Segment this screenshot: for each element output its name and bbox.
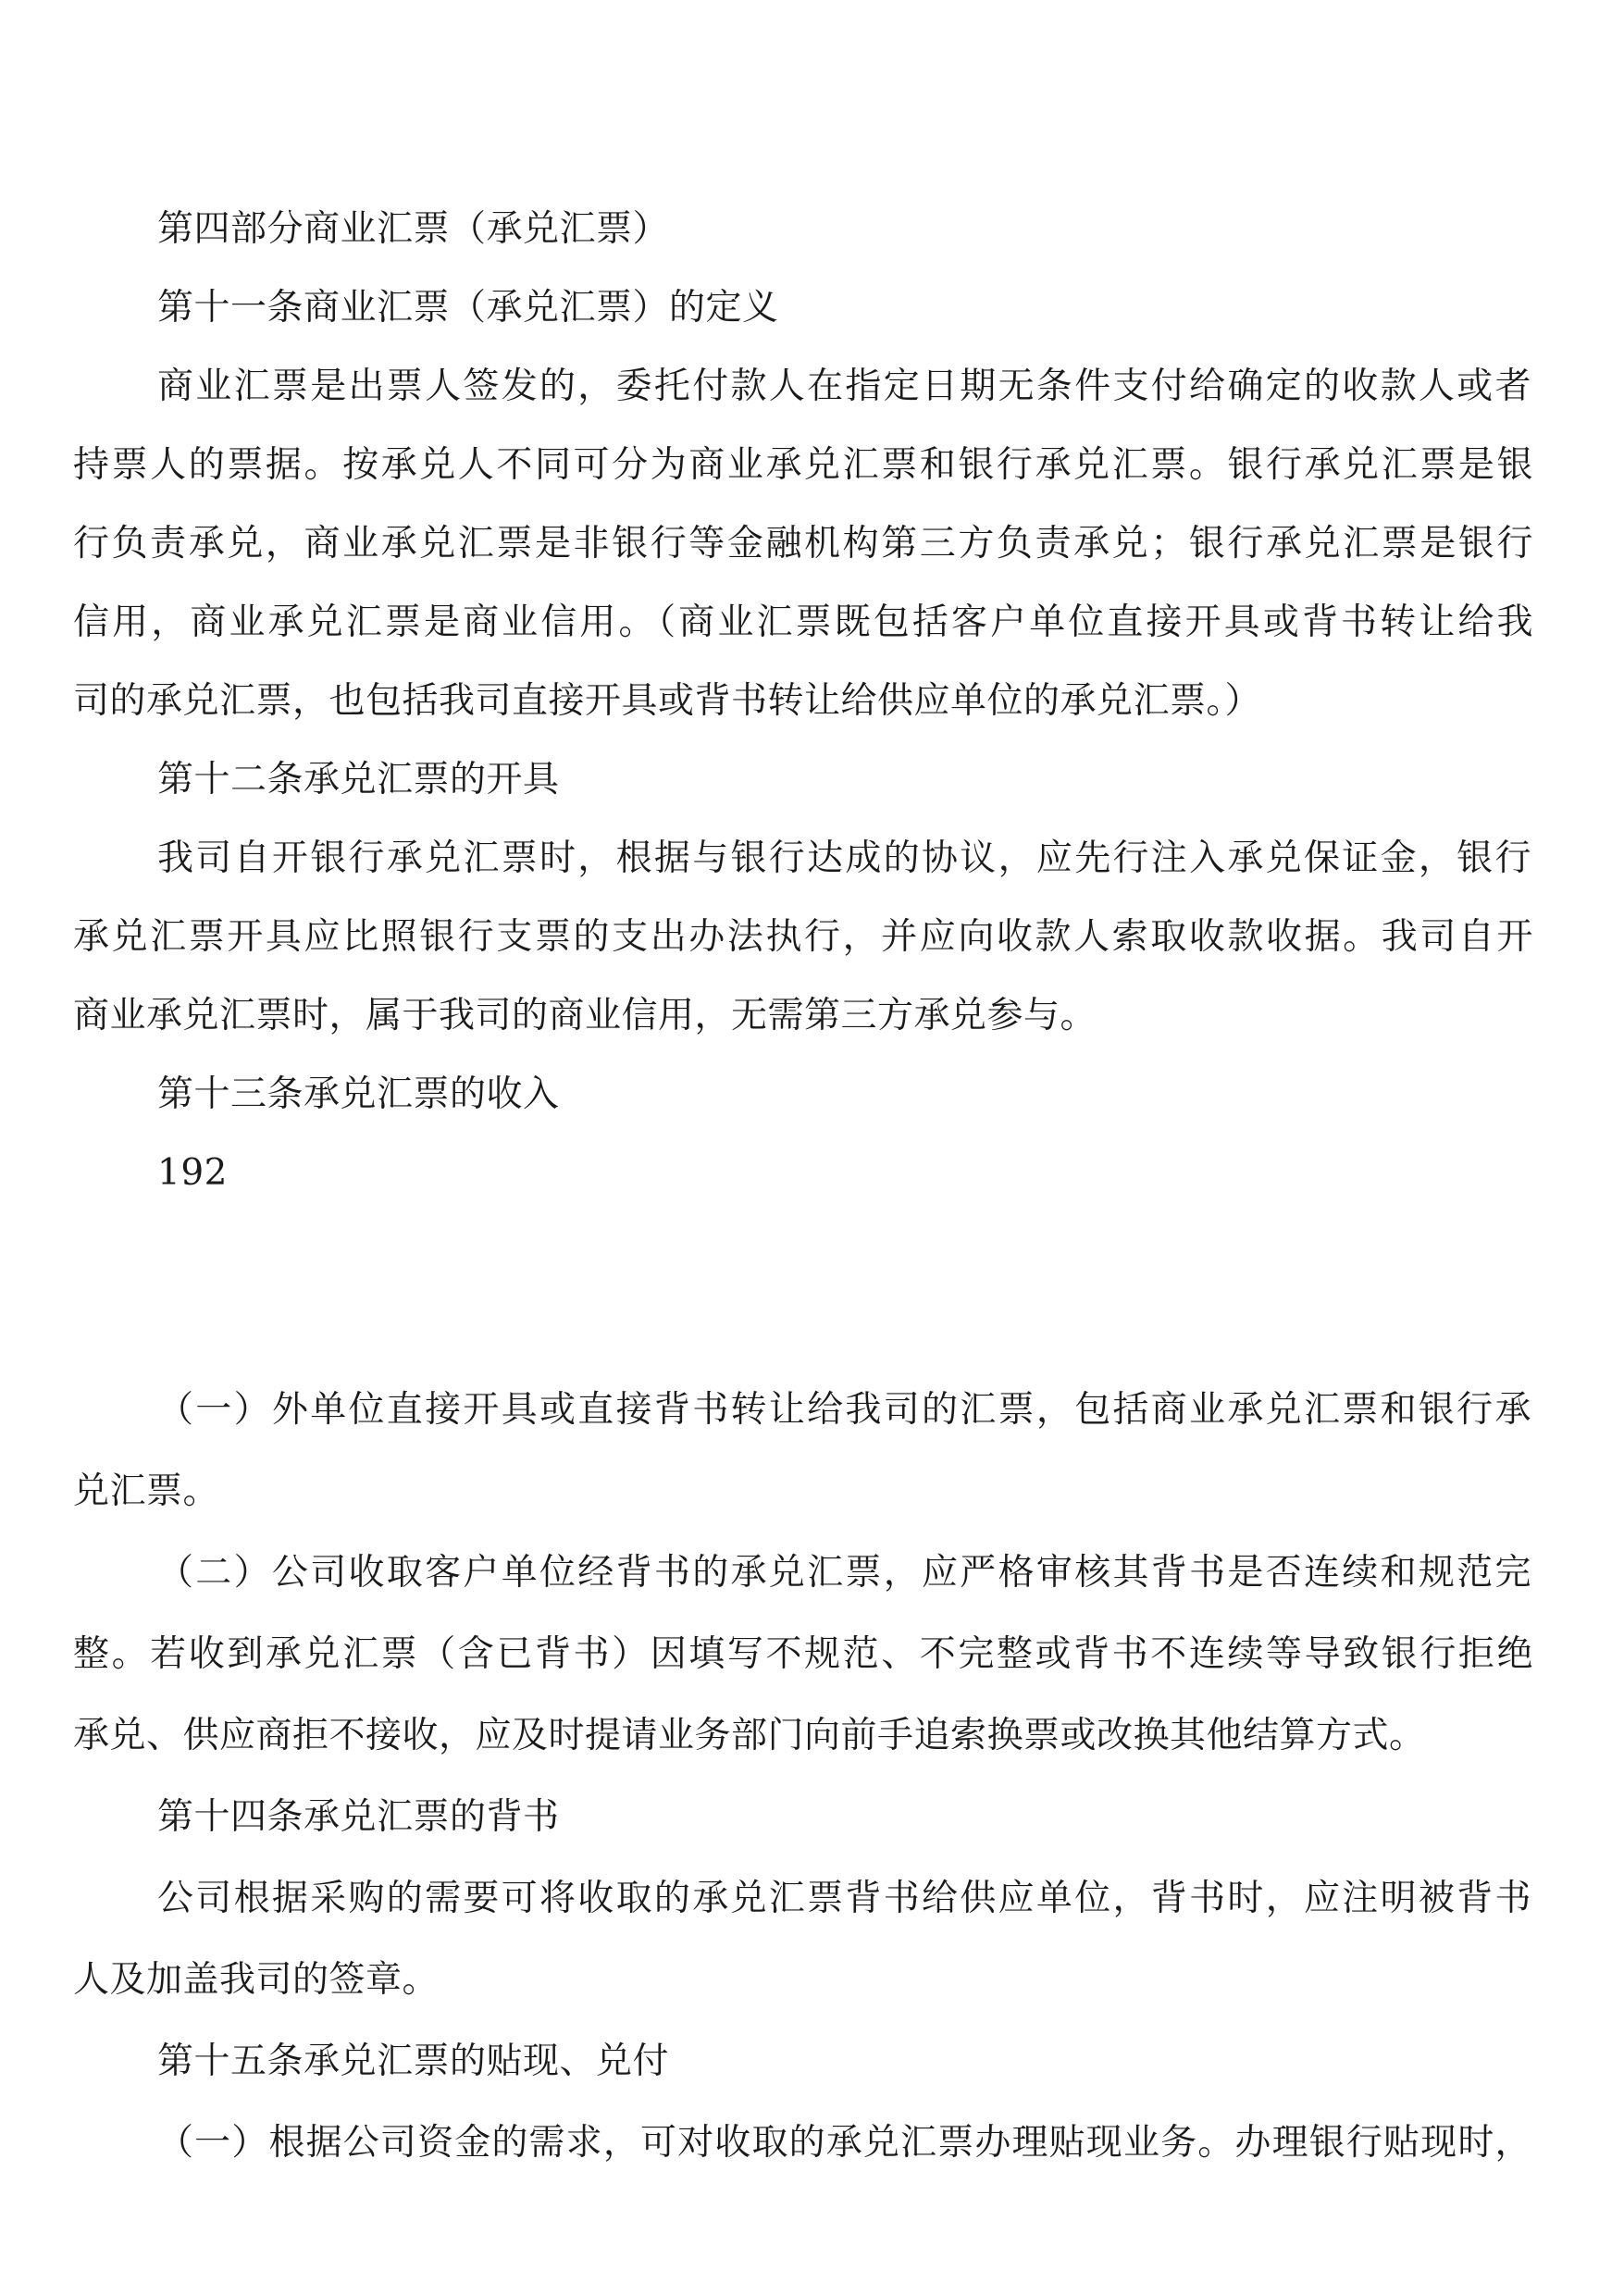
item-2-line-2: 整。若收到承兑汇票（含已背书）因填写不规范、不完整或背书不连续等导致银行拒绝 [73, 1633, 1533, 1675]
article-11-line-4: 信用，商业承兑汇票是商业信用。（商业汇票既包括客户单位直接开具或背书转让给我 [73, 602, 1533, 643]
article-11-line-2: 持票人的票据。按承兑人不同可分为商业承兑汇票和银行承兑汇票。银行承兑汇票是银 [73, 444, 1533, 486]
article-12-line-3: 商业承兑汇票时，属于我司的商业信用，无需第三方承兑参与。 [73, 995, 1097, 1036]
article-12-title: 第十二条承兑汇票的开具 [157, 759, 560, 800]
article-14-title: 第十四条承兑汇票的背书 [157, 1796, 560, 1838]
article-11-title: 第十一条商业汇票（承兑汇票）的定义 [157, 287, 779, 329]
article-12-line-2: 承兑汇票开具应比照银行支票的支出办法执行，并应向收款人索取收款收据。我司自开 [73, 916, 1533, 958]
article-12-line-1: 我司自开银行承兑汇票时，根据与银行达成的协议，应先行注入承兑保证金，银行 [157, 837, 1531, 879]
item-2-line-1: （二）公司收取客户单位经背书的承兑汇票，应严格审核其背书是否连续和规范完 [157, 1552, 1531, 1594]
article-13-title: 第十三条承兑汇票的收入 [157, 1073, 560, 1115]
article-11-line-1: 商业汇票是出票人签发的，委托付款人在指定日期无条件支付给确定的收款人或者 [157, 366, 1531, 407]
item-1-line-2: 兑汇票。 [73, 1470, 220, 1512]
article-15-line-1: （一）根据公司资金的需求，可对收取的承兑汇票办理贴现业务。办理银行贴现时， [157, 2122, 1531, 2164]
article-15-title: 第十五条承兑汇票的贴现、兑付 [157, 2041, 670, 2082]
item-1-line-1: （一）外单位直接开具或直接背书转让给我司的汇票，包括商业承兑汇票和银行承 [157, 1389, 1531, 1431]
page-number: 192 [157, 1152, 228, 1194]
article-11-line-5: 司的承兑汇票，也包括我司直接开具或背书转让给供应单位的承兑汇票。） [73, 680, 1262, 722]
item-2-line-3: 承兑、供应商拒不接收，应及时提请业务部门向前手追索换票或改换其他结算方式。 [73, 1715, 1426, 1756]
article-11-line-3: 行负责承兑，商业承兑汇票是非银行等金融机构第三方负责承兑；银行承兑汇票是银行 [73, 523, 1533, 564]
part-heading: 第四部分商业汇票（承兑汇票） [157, 208, 670, 250]
article-14-line-1: 公司根据采购的需要可将收取的承兑汇票背书给供应单位，背书时，应注明被背书 [157, 1878, 1531, 1919]
article-14-line-2: 人及加盖我司的签章。 [73, 1959, 440, 2001]
